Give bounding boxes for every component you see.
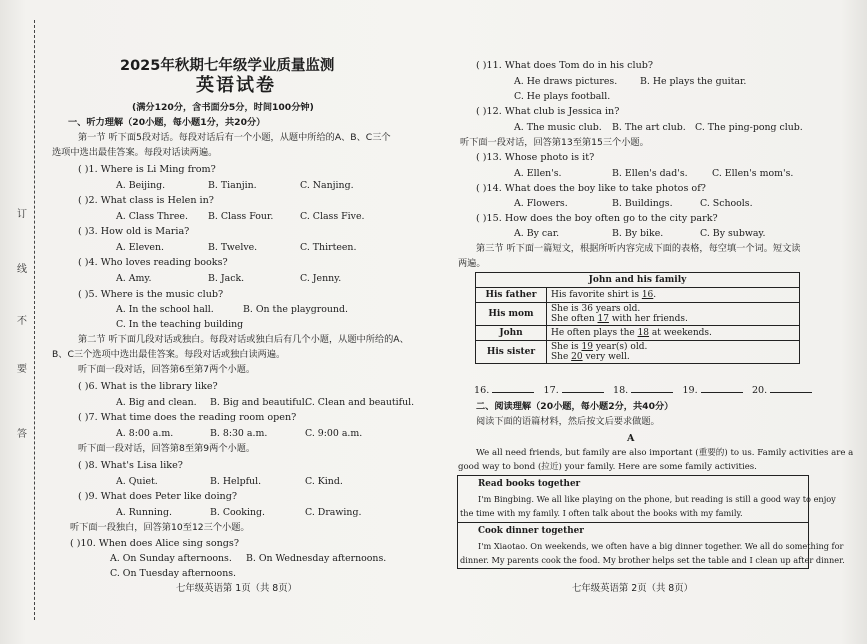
table-cell: He often plays the 18 at weekends. [547, 326, 800, 341]
table-cell: His favorite shirt is 16. [547, 288, 800, 303]
instruction: 听下面一段对话，回答第6至第7两个小题。 [78, 364, 256, 375]
answer-blank[interactable] [492, 383, 534, 393]
option: C. Ellen's mom's. [712, 168, 794, 179]
option: A. Beijing. [116, 180, 166, 191]
question-stem: ( )7. What time does the reading room open? [78, 412, 297, 423]
option: C. Jenny. [300, 273, 342, 284]
option: A. The music club. [514, 122, 602, 133]
page-footer: 七年级英语第 2页（共 8页） [572, 583, 694, 594]
box-title: Read books together [478, 479, 581, 489]
option: B. Big and beautiful. [210, 397, 308, 408]
option: B. Helpful. [210, 476, 262, 487]
table-title: John and his family [476, 273, 800, 288]
question-stem: ( )2. What class is Helen in? [78, 195, 214, 206]
blank-label: 20. [751, 385, 768, 396]
option: A. In the school hall. [116, 304, 214, 315]
option: B. On Wednesday afternoons. [246, 553, 387, 564]
question-stem: ( )13. Whose photo is it? [476, 152, 595, 163]
option: B. Jack. [208, 273, 245, 284]
passage-text: We all need friends, but family are also important (重要的) to us. Family activities are a [476, 448, 854, 458]
option: B. Cooking. [210, 507, 266, 518]
option: C. In the teaching building [116, 319, 244, 330]
instruction: 听下面一段独白，回答第10至12三个小题。 [70, 522, 250, 533]
exam-subtitle: 英语试卷 [196, 75, 276, 96]
option: C. Schools. [700, 198, 753, 209]
margin-char: 不 [17, 316, 27, 327]
option: C. Nanjing. [300, 180, 354, 191]
question-stem: ( )12. What club is Jessica in? [476, 106, 620, 117]
box-text: I'm Xiaotao. On weekends, we often have a big dinner together. We all do something for [478, 541, 844, 551]
blank-label: 19. [682, 385, 698, 396]
question-stem: ( )14. What does the boy like to take photos of? [476, 183, 706, 194]
option: A. 8:00 a.m. [116, 428, 174, 439]
passage-box [457, 522, 845, 569]
instruction: 阅读下面的语篇材料，然后按文后要求做题。 [476, 416, 660, 427]
question-stem: ( )11. What does Tom do in his club? [476, 60, 654, 71]
option: B. Buildings. [612, 198, 673, 209]
blank-number: 19 [581, 342, 593, 352]
option: A. Quiet. [116, 476, 158, 487]
margin-char: 订 [17, 209, 27, 220]
option: B. The art club. [612, 122, 686, 133]
table-row-label: His sister [476, 341, 547, 364]
blank-label: 16. [474, 385, 490, 396]
table-cell: She is 19 year(s) old. She 20 very well. [547, 341, 800, 364]
instruction: B、C三个选项中选出最佳答案。每段对话或独白读两遍。 [52, 349, 286, 360]
page-footer: 七年级英语第 1页（共 8页） [176, 583, 298, 594]
option: A. He draws pictures. [514, 76, 618, 87]
binding-line [34, 20, 35, 620]
blank-number: 20 [571, 352, 583, 362]
option: A. Amy. [116, 273, 152, 284]
answer-blank[interactable] [701, 383, 743, 393]
instruction: 听下面一段对话，回答第8至第9两个小题。 [78, 443, 256, 454]
question-stem: ( )3. How old is Maria? [78, 226, 190, 237]
option: C. Clean and beautiful. [305, 397, 415, 408]
passage-box [457, 475, 836, 523]
option: A. Ellen's. [514, 168, 562, 179]
option: C. Thirteen. [300, 242, 357, 253]
question-stem: ( )15. How does the boy often go to the city park? [476, 213, 718, 224]
passage-text: good way to bond (拉近) your family. Here are some family activities. [458, 462, 757, 472]
margin-char: 线 [17, 264, 27, 275]
box-text: I'm Bingbing. We all like playing on the phone, but reading is still a good way to enjoy [478, 494, 836, 504]
instruction: 第一节 听下面5段对话。每段对话后有一个小题，从题中所给的A、B、C三个 [78, 132, 391, 143]
option: C. By subway. [700, 228, 766, 239]
option: C. He plays football. [514, 91, 611, 102]
question-stem: ( )10. When does Alice sing songs? [70, 538, 239, 549]
instruction: 第三节 听下面一篇短文，根据所听内容完成下面的表格，每空填一个词。短文读 [476, 243, 801, 254]
instruction: 听下面一段对话，回答第13至第15三个小题。 [460, 137, 649, 148]
instruction: 选项中选出最佳答案。每段对话读两遍。 [52, 147, 218, 158]
option: B. Ellen's dad's. [612, 168, 688, 179]
option: B. Tianjin. [208, 180, 257, 191]
table-row-label: His father [476, 288, 547, 303]
instruction: 第二节 听下面几段对话或独白。每段对话或独白后有几个小题，从题中所给的A、 [78, 334, 409, 345]
box-title: Cook dinner together [478, 526, 584, 536]
margin-char: 要 [17, 364, 27, 375]
option: C. On Tuesday afternoons. [110, 568, 237, 579]
option: B. 8:30 a.m. [210, 428, 268, 439]
option: A. Flowers. [514, 198, 568, 209]
question-stem: ( )1. Where is Li Ming from? [78, 164, 216, 175]
option: A. Big and clean. [116, 397, 197, 408]
option: A. By car. [514, 228, 560, 239]
blank-label: 17. [543, 385, 559, 396]
box-text: dinner. My parents cook the food. My brother helps set the table and I clean up after dinner. [460, 555, 845, 565]
table-cell: She is 36 years old. She often 17 with her friends. [547, 303, 800, 326]
question-stem: ( )6. What is the library like? [78, 381, 218, 392]
option: B. By bike. [612, 228, 664, 239]
box-text: the time with my family. I often talk about the books with my family. [460, 508, 743, 518]
question-stem: ( )8. What's Lisa like? [78, 460, 183, 471]
section-heading: 一、听力理解（20小题，每小题1分，共20分） [68, 117, 266, 128]
section-heading: 二、阅读理解（20小题，每小题2分，共40分） [476, 401, 674, 412]
option: C. Drawing. [305, 507, 362, 518]
option: C. Kind. [305, 476, 343, 487]
exam-info: (满分120分，含书面分5分，时间100分钟) [132, 102, 314, 113]
question-stem: ( )9. What does Peter like doing? [78, 491, 237, 502]
table-row-label: His mom [476, 303, 547, 326]
table-row-label: John [476, 326, 547, 341]
question-stem: ( )5. Where is the music club? [78, 289, 224, 300]
option: C. 9:00 a.m. [305, 428, 363, 439]
option: A. On Sunday afternoons. [110, 553, 232, 564]
passage-label: A [627, 433, 635, 444]
blank-number: 17 [597, 314, 609, 324]
option: C. Class Five. [300, 211, 365, 222]
answer-blank[interactable] [770, 383, 812, 393]
option: A. Running. [116, 507, 172, 518]
option: B. On the playground. [243, 304, 348, 315]
option: A. Eleven. [116, 242, 164, 253]
option: C. The ping-pong club. [695, 122, 803, 133]
blank-label: 18. [612, 385, 629, 396]
answer-blank[interactable] [562, 383, 604, 393]
margin-char: 答 [17, 429, 27, 440]
answer-blank[interactable] [631, 383, 673, 393]
option: B. Class Four. [208, 211, 274, 222]
option: A. Class Three. [116, 211, 188, 222]
option: B. Twelve. [208, 242, 258, 253]
instruction: 两遍。 [458, 258, 486, 269]
family-table [475, 272, 800, 364]
blank-number: 16 [641, 290, 654, 300]
exam-title: 2025年秋期七年级学业质量监测 [120, 58, 335, 74]
answer-blanks [474, 383, 812, 397]
option: B. He plays the guitar. [640, 76, 747, 87]
blank-number: 18 [637, 328, 650, 338]
question-stem: ( )4. Who loves reading books? [78, 257, 228, 268]
